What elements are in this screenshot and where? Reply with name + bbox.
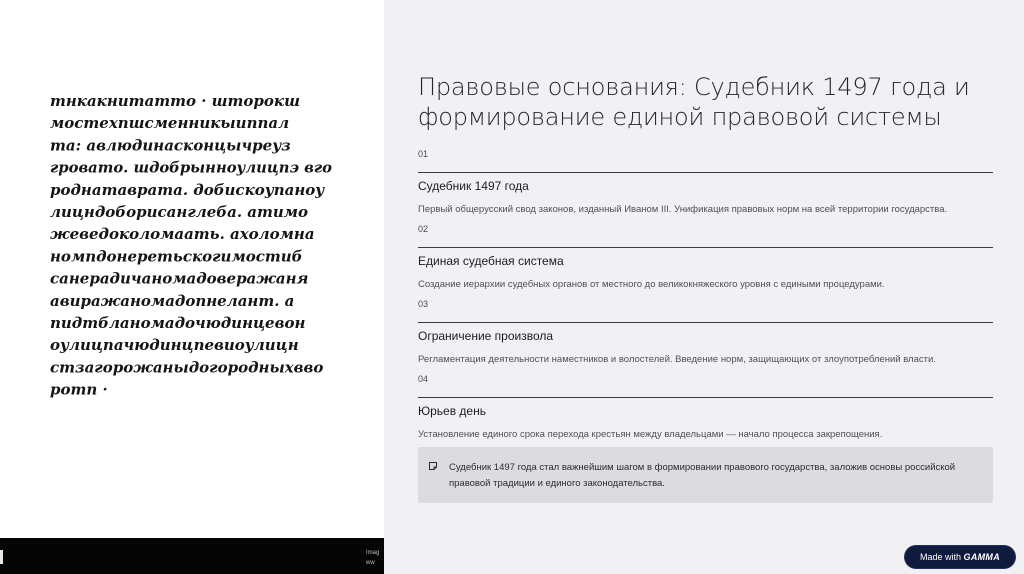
manuscript-line: авиражаномадопнелант. а <box>50 291 295 310</box>
item-title: Юрьев день <box>418 404 486 418</box>
manuscript-image-panel <box>0 0 384 574</box>
list-item <box>418 149 993 216</box>
list-item <box>418 224 993 291</box>
item-description: Установление единого срока перехода крестьян между владельцами — начало процесса закрепощения. <box>418 429 883 440</box>
manuscript-line: жеведоколомаать. ахоломна <box>50 225 315 244</box>
item-title: Судебник 1497 года <box>418 179 529 193</box>
manuscript-line: номпдонеретьскогимостиб <box>50 247 303 266</box>
manuscript-line: тнкакнитатто · шторокш <box>50 92 300 110</box>
image-caption: Imag ww <box>366 550 380 566</box>
slide-title: Правовые основания: Судебник 1497 года и формирование единой правовой системы <box>418 73 970 131</box>
item-description: Первый общерусский свод законов, изданный Иваном III. Унификация правовых норм на всей территории государства. <box>418 204 948 215</box>
manuscript-line: гровато. шдобрынноулицпэ вго <box>50 158 332 177</box>
manuscript-line: лицндоборисанглеба. атимо <box>50 203 309 221</box>
caption-edge-mark <box>0 550 3 564</box>
item-description: Создание иерархии судебных органов от местного до великокняжеского уровня с едиными процедурами. <box>418 279 885 290</box>
manuscript-line: санерадичаномадоверажаня <box>50 269 309 288</box>
manuscript-line: стзагорожаныдогородныхвво <box>50 358 324 377</box>
summary-note <box>418 447 993 503</box>
item-title: Ограничение произвола <box>418 329 554 343</box>
manuscript-line: ротп · <box>50 380 108 399</box>
manuscript-line: оулицпачюдинцпевиоулицн <box>50 336 299 355</box>
note-text: Судебник 1497 года стал важнейшим шагом в формировании правового государства, заложив основы российской правовой традиции и единого законодательства. <box>449 462 956 489</box>
item-number: 04 <box>418 374 993 398</box>
manuscript-line: мостехпшсменникыиппал <box>50 114 290 133</box>
manuscript-line: пидтбланомадочюдинцевон <box>50 314 306 332</box>
item-description: Регламентация деятельности наместников и волостелей. Введение норм, защищающих от злоупотреблений власти. <box>418 354 936 365</box>
list-item <box>418 299 993 366</box>
badge-prefix: Made with <box>919 552 964 562</box>
note-icon <box>428 461 438 471</box>
image-caption-bar <box>0 538 384 574</box>
made-with-gamma-badge[interactable] <box>905 546 1015 568</box>
item-title: Единая судебная система <box>418 254 564 268</box>
badge-brand: GAMMA <box>963 552 1001 562</box>
item-number: 01 <box>418 149 993 173</box>
manuscript-image <box>0 0 384 538</box>
list-item <box>418 374 993 441</box>
manuscript-line: та: авлюдинасконцычреуз <box>50 136 291 155</box>
manuscript-line: роднатаврата. добискоупаноу <box>50 180 325 199</box>
item-number: 02 <box>418 224 993 248</box>
item-number: 03 <box>418 299 993 323</box>
